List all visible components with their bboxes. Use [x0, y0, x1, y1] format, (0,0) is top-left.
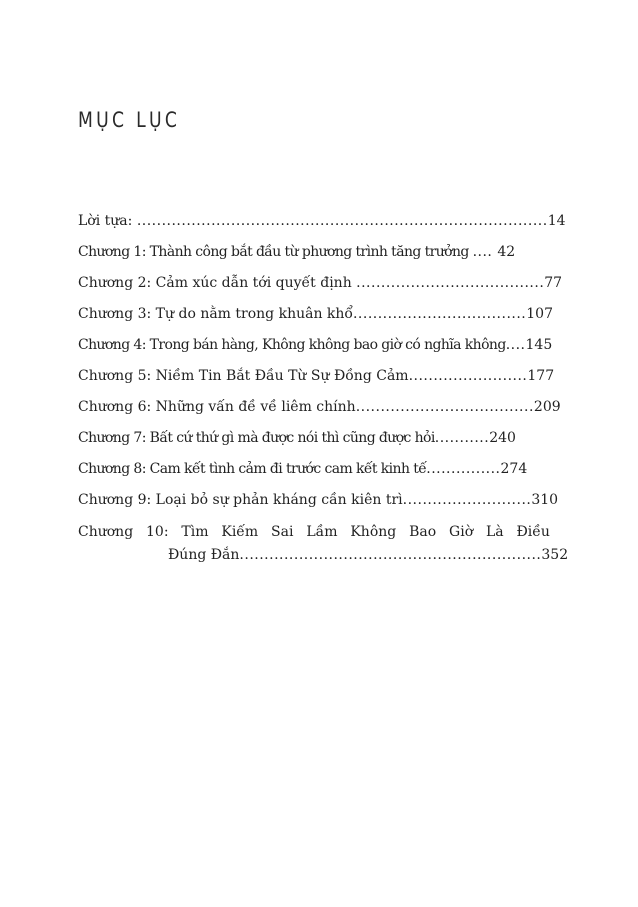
toc-leader-dots: ............... [426, 461, 501, 477]
toc-entry-preface [78, 206, 566, 237]
toc-entry-text: Chương 4: Trong bán hàng, Không không bao giờ có nghĩa không [78, 337, 506, 353]
toc-entry-text: Chương 2: Cảm xúc dẫn tới quyết định [78, 275, 357, 291]
toc-leader-dots: ................................................................................... [136, 213, 548, 229]
toc-page-number: 145 [525, 337, 553, 353]
toc-leader-dots: ........................ [408, 368, 528, 384]
table-of-contents [78, 206, 569, 566]
toc-page-number: 209 [533, 399, 561, 415]
toc-page-number: 240 [489, 430, 516, 446]
toc-leader-dots: ...................................... [356, 275, 545, 291]
toc-entry-chapter-7 [78, 423, 550, 454]
toc-entry-text: Chương 5: Niềm Tin Bắt Đầu Từ Sự Đồng Cảm [78, 368, 409, 384]
toc-entry-chapter-4 [78, 330, 553, 361]
page-title: MỤC LỤC [78, 108, 181, 132]
toc-page-number: 352 [541, 547, 569, 563]
toc-page-number: 310 [531, 492, 559, 508]
toc-entry-continuation: Đúng Đắn [168, 547, 240, 563]
toc-word: Sai [271, 524, 294, 540]
toc-leader-dots: .... [472, 244, 498, 260]
toc-entry-chapter-2 [78, 268, 563, 299]
toc-entry-chapter-9 [78, 485, 559, 516]
toc-word: Tìm [181, 524, 209, 540]
toc-leader-dots: ................................... [352, 306, 527, 322]
toc-entry-continuation-line [78, 544, 569, 566]
toc-page-number: 107 [526, 306, 553, 322]
toc-page-number: 274 [500, 461, 528, 477]
toc-entry-text: Lời tựa: [78, 213, 137, 229]
toc-word: Kiếm [221, 524, 259, 540]
toc-leader-dots: ............................................................. [239, 547, 542, 563]
toc-leader-dots: ........... [434, 430, 490, 446]
toc-page-number: 77 [544, 275, 563, 291]
toc-page-number: 42 [497, 244, 516, 260]
toc-entry-text: Chương 3: Tự do nằm trong khuân khổ [78, 306, 353, 322]
toc-page-number: 14 [547, 213, 566, 229]
toc-entry-chapter-10 [78, 516, 569, 566]
toc-leader-dots: .......................... [402, 492, 532, 508]
toc-word: Không [350, 524, 397, 540]
toc-entry-text: Chương 8: Cam kết tình cảm đi trước cam kết kinh tế [78, 461, 427, 477]
toc-entry-chapter-3 [78, 299, 553, 330]
toc-entry-text: Chương 9: Loại bỏ sự phản kháng cần kiên trì [78, 492, 403, 508]
toc-leader-dots: .... [505, 337, 526, 353]
toc-entry-text: Chương 6: Những vấn đề về liêm chính [78, 399, 356, 415]
toc-word: Điều [516, 524, 550, 540]
toc-word: Chương [78, 524, 134, 540]
toc-word: Là [485, 524, 504, 540]
toc-word: 10: [146, 524, 169, 540]
toc-entry-text: Chương 1: Thành công bắt đầu từ phương trình tăng trưởng [78, 244, 473, 260]
toc-entry-text: Chương 7: Bất cứ thứ gì mà được nói thì cũng được hỏi [78, 430, 435, 446]
toc-word: Giờ [449, 524, 474, 540]
toc-page-number: 177 [527, 368, 555, 384]
toc-entry-chapter-5 [78, 361, 555, 392]
toc-entry-chapter-8 [78, 454, 550, 485]
toc-entry-justified-line [78, 516, 550, 544]
toc-entry-chapter-1 [78, 237, 550, 268]
toc-entry-chapter-6 [78, 392, 561, 423]
toc-leader-dots: .................................... [355, 399, 534, 415]
toc-word: Lầm [306, 524, 338, 540]
toc-word: Bao [409, 524, 437, 540]
